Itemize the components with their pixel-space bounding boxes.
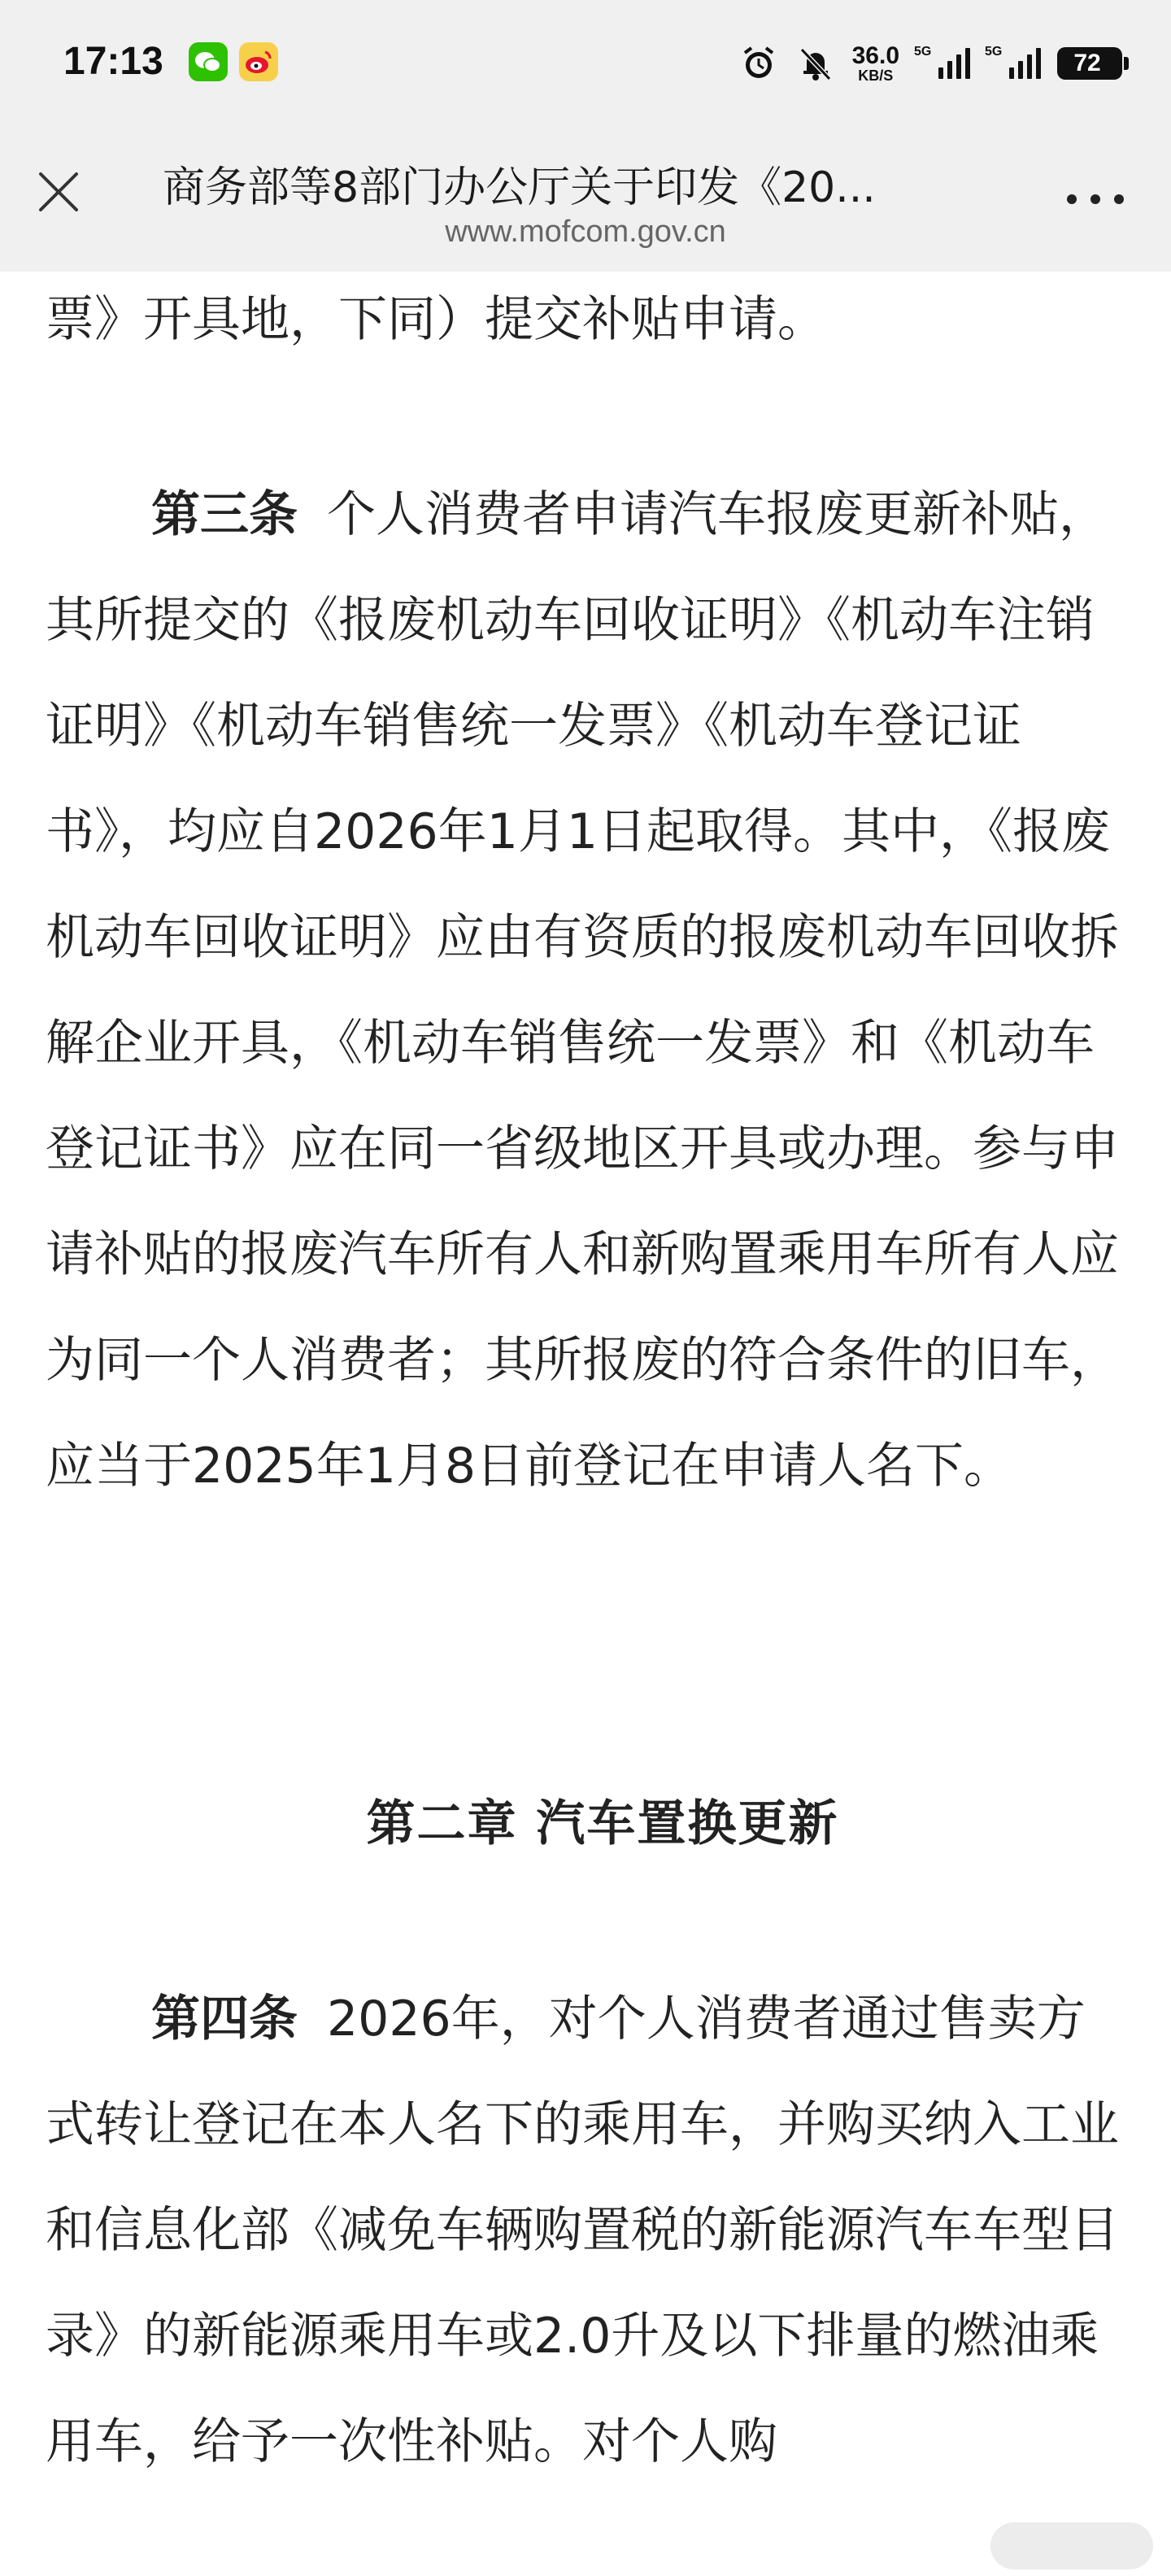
page-title: 商务部等8部门办公厅关于印发《20... bbox=[163, 163, 876, 212]
status-indicators bbox=[738, 39, 1122, 88]
more-options-button[interactable] bbox=[1067, 187, 1124, 211]
battery-level: 72 bbox=[1073, 50, 1101, 76]
status-bar bbox=[0, 0, 1171, 130]
more-dot-icon bbox=[1090, 194, 1100, 204]
close-button[interactable] bbox=[33, 166, 85, 218]
sim2-signal-icon bbox=[985, 45, 1041, 79]
floating-toolbar-widget[interactable] bbox=[990, 2522, 1153, 2569]
article-body bbox=[46, 272, 1127, 2495]
alarm-icon bbox=[738, 43, 779, 84]
network-speed-value: 36.0 bbox=[851, 42, 899, 69]
sim1-signal-icon bbox=[914, 45, 970, 79]
chapter-2-heading: 第二章 汽车置换更新 bbox=[366, 1795, 839, 1852]
close-icon bbox=[33, 166, 85, 218]
paragraph-continuation: 票》开具地，下同）提交补贴申请。 bbox=[46, 291, 826, 348]
sim1-label: 5G bbox=[914, 45, 932, 59]
network-speed bbox=[852, 44, 899, 83]
wechat-notification-icon bbox=[189, 42, 228, 81]
paragraph-article-4 bbox=[46, 1966, 1127, 2495]
article-4-text: 2026年，对个人消费者通过售卖方式转让登记在本人名下的乘用车，并购买纳入工业和信息化部《减免车辆购置税的新能源汽车车型目录》的新能源乘用车或2.0升及以下排量的燃油乘用车，给予一次性补贴。对个人购 bbox=[46, 1991, 1119, 2470]
more-dot-icon bbox=[1067, 194, 1077, 204]
network-speed-unit: KB/S bbox=[858, 67, 894, 84]
mute-bell-icon bbox=[795, 43, 836, 84]
more-dot-icon bbox=[1114, 194, 1124, 204]
article-4-label: 第四条 bbox=[151, 1991, 298, 2047]
sim2-label: 5G bbox=[985, 45, 1003, 59]
paragraph-article-3 bbox=[46, 462, 1127, 1519]
article-3-label: 第三条 bbox=[151, 486, 298, 543]
browser-title-bar bbox=[0, 130, 1171, 272]
weibo-notification-icon bbox=[239, 42, 278, 81]
article-3-text: 个人消费者申请汽车报废更新补贴，其所提交的《报废机动车回收证明》《机动车注销证明》《机动车销售统一发票》《机动车登记证书》，均应自2026年1月1日起取得。其中，《报废机动车回收证明》应由有资质的报废机动车回收拆解企业开具，《机动车销售统一发票》和《机动车登记证书》应在同一省级地区开具或办理。参与申请补贴的报废汽车所有人和新购置乘用车所有人应为同一个人消费者；其所报废的符合条件的旧车，应当于2025年1月8日前登记在申请人名下。 bbox=[46, 486, 1119, 1495]
page-url: www.mofcom.gov.cn bbox=[445, 215, 726, 249]
battery-icon bbox=[1057, 47, 1122, 80]
status-time: 17:13 bbox=[63, 40, 163, 83]
